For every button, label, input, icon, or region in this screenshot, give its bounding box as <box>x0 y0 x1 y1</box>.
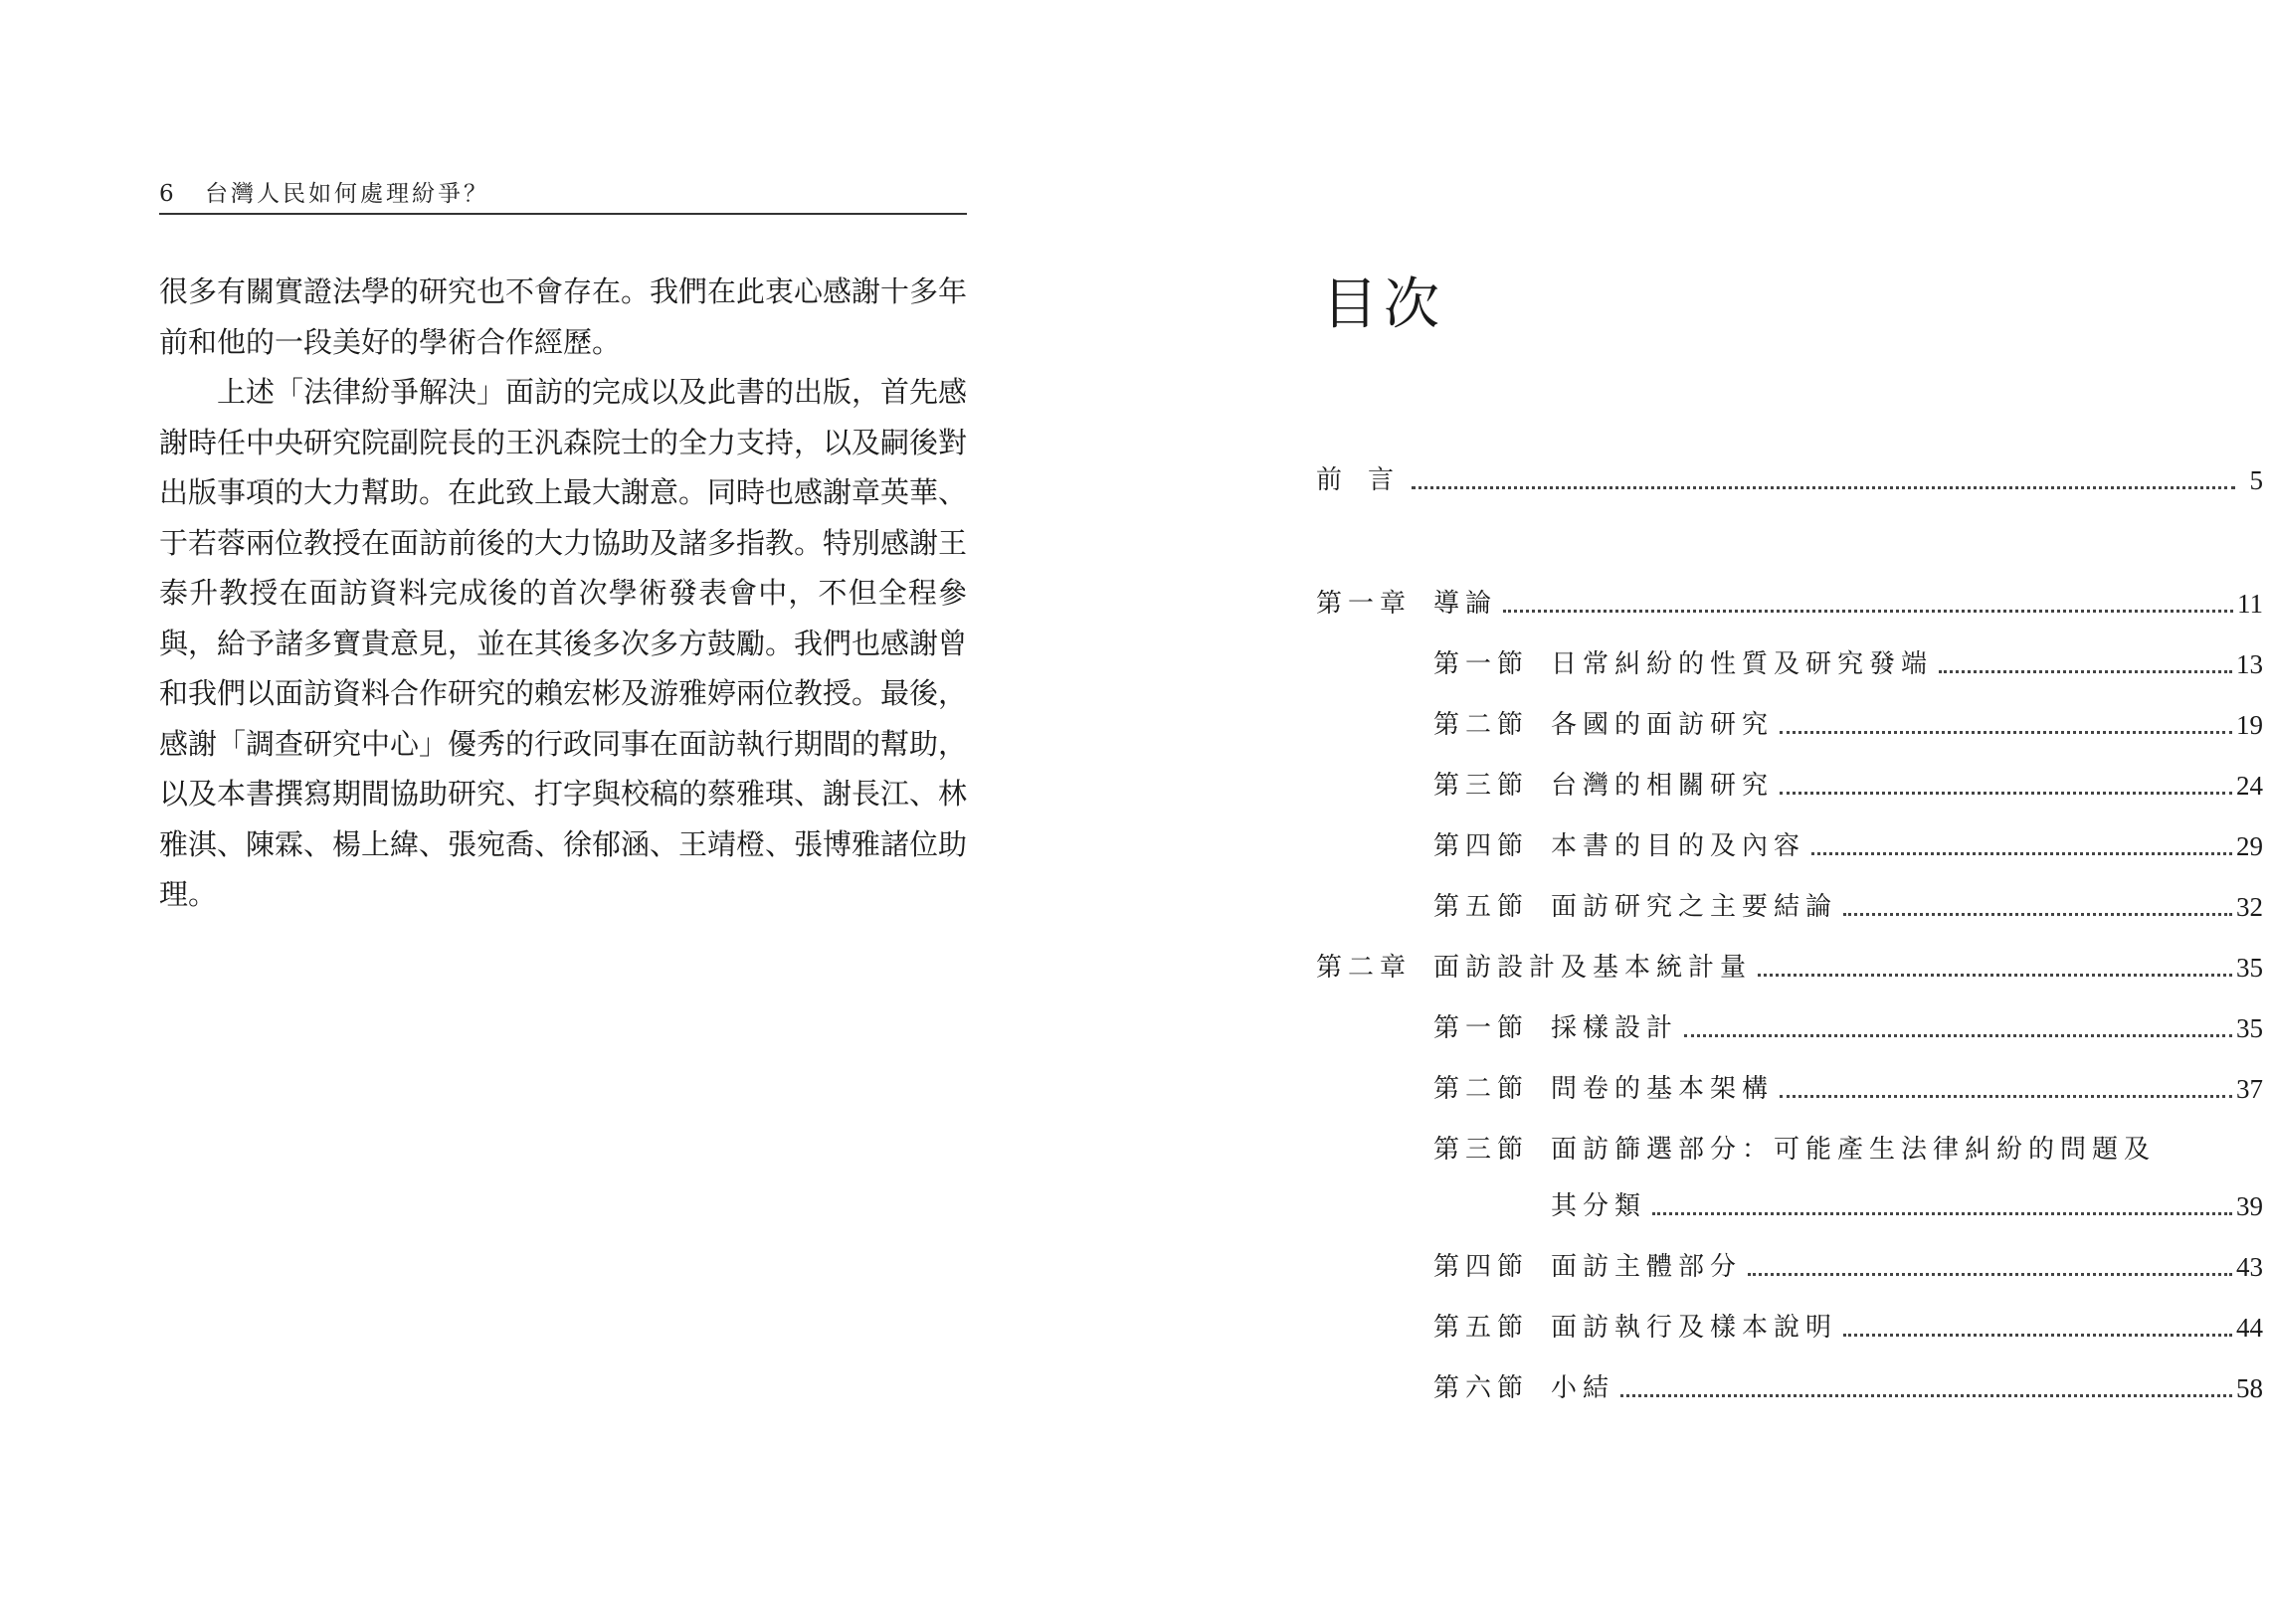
toc-entry-label: 前 言 <box>1316 465 1395 495</box>
dot-leader <box>1780 1094 2232 1098</box>
paragraph-2: 上述「法律紛爭解決」面訪的完成以及此書的出版，首先感謝時任中央研究院副院長的王汎森院士的全力支持，以及嗣後對出版事項的大力幫助。在此致上最大謝意。同時也感謝章英華、于若蓉兩位教授在面訪前後的大力協助及諸多指教。特別感謝王泰升教授在面訪資料完成後的首次學術發表會中，不但全程參與，給予諸多寶貴意見，並在其後多次多方鼓勵。我們也感謝曾和我們以面訪資料合作研究的賴宏彬及游雅婷兩位教授。最後，感謝「調查研究中心」優秀的行政同事在面訪執行期間的幫助，以及本書撰寫期間協助研究、打字與校稿的蔡雅琪、謝長江、林雅淇、陳霖、楊上緯、張宛喬、徐郁涵、王靖橙、張博雅諸位助理。 <box>159 375 968 911</box>
toc-page-number: 11 <box>2237 589 2263 619</box>
toc-entry-label: 第六節 <box>1433 1373 1530 1403</box>
toc-entry-title: 台灣的相關研究 <box>1551 771 1775 801</box>
header-book-title: 台灣人民如何處理紛爭？ <box>204 181 489 207</box>
toc-entry-title-continued: 其分類 <box>1551 1191 1647 1221</box>
toc-entry-title: 小結 <box>1551 1373 1615 1403</box>
toc-page-number: 13 <box>2236 649 2263 679</box>
toc-entry-title: 採樣設計 <box>1551 1013 1679 1043</box>
dot-leader <box>1811 851 2232 855</box>
paragraph-1: 很多有關實證法學的研究也不會存在。我們在此衷心感謝十多年前和他的一段美好的學術合作經歷。 <box>159 274 968 359</box>
toc-page-number: 43 <box>2236 1252 2263 1282</box>
dot-leader <box>1843 912 2232 916</box>
dot-leader <box>1684 1033 2232 1037</box>
toc-entry-title: 問卷的基本架構 <box>1551 1074 1775 1104</box>
toc-entry-title: 面訪執行及樣本說明 <box>1551 1313 1838 1343</box>
toc-entry-label: 第五節 <box>1433 892 1530 922</box>
toc-entry-label: 第二節 <box>1433 710 1530 740</box>
toc-page-number: 5 <box>2249 465 2263 495</box>
toc-entry-title: 面訪設計及基本統計量 <box>1433 953 1753 983</box>
toc-entry-label: 第一節 <box>1433 649 1530 679</box>
toc-entry-section-1-5[interactable] <box>1433 884 2263 924</box>
right-page <box>1135 0 2271 1624</box>
toc-entry-section-1-1[interactable] <box>1433 641 2263 681</box>
toc-entry-section-1-3[interactable] <box>1433 763 2263 803</box>
toc-page-number: 44 <box>2236 1313 2263 1343</box>
toc-page-number: 58 <box>2236 1373 2263 1403</box>
toc-entry-preface[interactable] <box>1316 457 2263 497</box>
dot-leader <box>1843 1333 2232 1337</box>
dot-leader <box>1412 485 2235 489</box>
toc-entry-label: 第三節 <box>1433 771 1530 801</box>
dot-leader <box>1748 1272 2232 1276</box>
toc-entry-section-1-2[interactable] <box>1433 702 2263 742</box>
toc-page-number: 39 <box>2236 1191 2263 1221</box>
toc-entry-section-2-5[interactable] <box>1433 1305 2263 1345</box>
left-page <box>0 0 1135 1624</box>
dot-leader <box>1939 669 2232 673</box>
toc-entry-chapter-2[interactable] <box>1316 945 2263 985</box>
dot-leader <box>1652 1211 2232 1215</box>
toc-entry-label: 第二章 <box>1316 953 1413 983</box>
toc-page-number: 19 <box>2236 710 2263 740</box>
toc-page-number: 32 <box>2236 892 2263 922</box>
toc-entry-chapter-1[interactable] <box>1316 581 2263 621</box>
toc-entry-label: 第二節 <box>1433 1074 1530 1104</box>
toc-page-number: 24 <box>2236 771 2263 801</box>
toc-entry-title: 面訪主體部分 <box>1551 1252 1743 1282</box>
dot-leader <box>1758 973 2232 977</box>
toc-entry-label: 第四節 <box>1433 831 1530 861</box>
dot-leader <box>1620 1393 2232 1397</box>
toc-entry-label: 第一章 <box>1316 589 1413 619</box>
toc-page-number: 29 <box>2236 831 2263 861</box>
toc-page-number: 35 <box>2236 1013 2263 1043</box>
dot-leader <box>1780 791 2232 795</box>
toc-entry-section-2-6[interactable] <box>1433 1365 2263 1405</box>
toc-entry-label: 第三節 <box>1433 1135 1530 1165</box>
toc-entry-section-1-4[interactable] <box>1433 823 2263 863</box>
toc-entry-title: 本書的目的及內容 <box>1551 831 1806 861</box>
running-header <box>159 179 967 215</box>
body-text <box>159 267 967 920</box>
toc-entry-title: 面訪研究之主要結論 <box>1551 892 1838 922</box>
toc-entry-section-2-3-continued[interactable] <box>1551 1183 2263 1223</box>
toc-entry-label: 第五節 <box>1433 1313 1530 1343</box>
toc-entry-section-2-1[interactable] <box>1433 1005 2263 1045</box>
dot-leader <box>1780 730 2232 734</box>
dot-leader <box>1503 609 2233 613</box>
toc-page-number: 35 <box>2236 953 2263 983</box>
toc-entry-section-2-3[interactable] <box>1433 1127 2263 1167</box>
toc-entry-title: 各國的面訪研究 <box>1551 710 1775 740</box>
toc-entry-section-2-4[interactable] <box>1433 1244 2263 1284</box>
toc-entry-title: 日常糾紛的性質及研究發端 <box>1551 649 1934 679</box>
toc-title: 目次 <box>1322 272 1445 337</box>
toc-entry-title: 導論 <box>1433 589 1498 619</box>
header-page-number: 6 <box>159 181 174 207</box>
toc-entry-label: 第四節 <box>1433 1252 1530 1282</box>
toc-entry-title: 面訪篩選部分：可能產生法律糾紛的問題及 <box>1551 1135 2157 1165</box>
toc-entry-section-2-2[interactable] <box>1433 1066 2263 1106</box>
toc-entry-label: 第一節 <box>1433 1013 1530 1043</box>
toc-page-number: 37 <box>2236 1074 2263 1104</box>
